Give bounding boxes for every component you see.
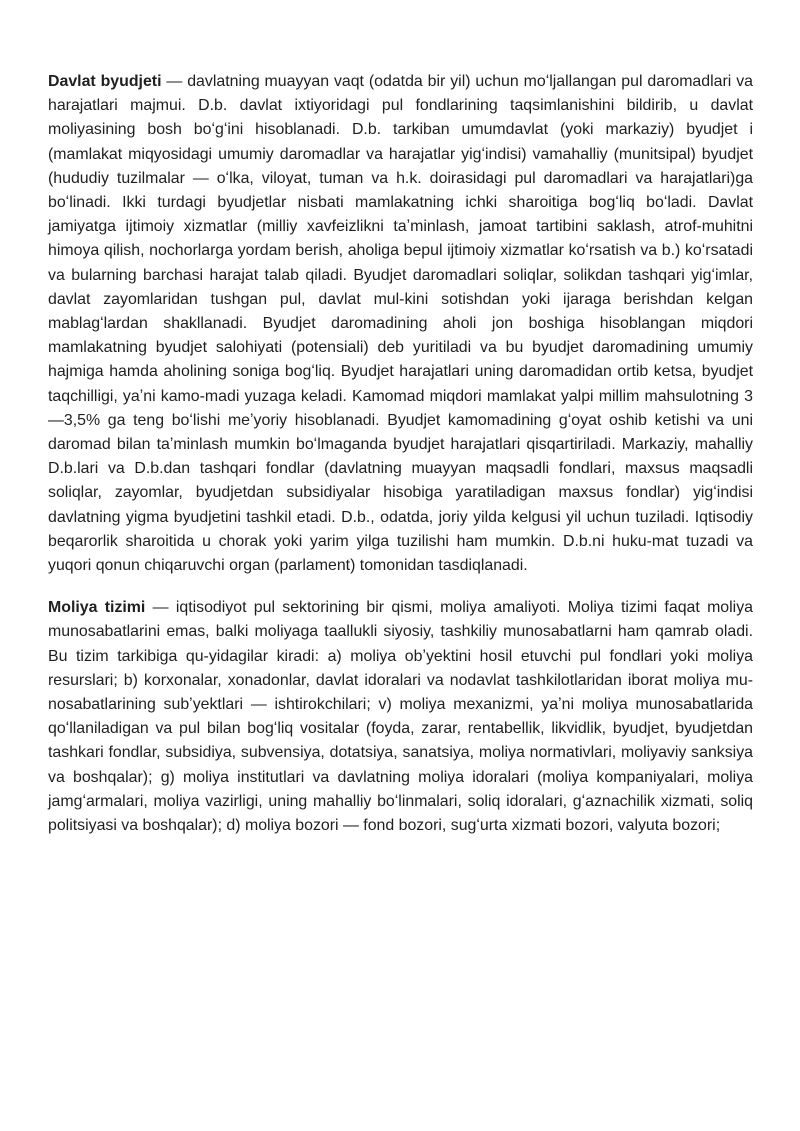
paragraph-moliya-tizimi — [48, 596, 753, 838]
term-heading: Moliya tizimi — [48, 599, 146, 617]
term-heading: Davlat byudjeti — [48, 73, 162, 90]
paragraph-body: — davlatning muayyan vaqt (odatda bir yil) uchun moʻljallangan pul daromadlari va harajatlari majmui. D.b. davlat ixtiyoridagi pul fondlarining taqsimlanishini bildirib, u davlat moliyasining bosh boʻgʻini hisoblanadi. D.b. tarkiban umumdavlat (yoki markaziy) byudjet i (mamlakat miqyosidagi umumiy daromadlar va harajatlar yigʻindisi) vamahalliy (munitsipal) byudjet (hududiy tuzilmalar — oʻlka, viloyat, tuman va h.k. doirasidagi pul daromadlari va harajatlari)ga boʻlinadi. Ikki turdagi byudjetlar nisbati mamlakatning ichki sharoitiga bogʻliq boʻladi. Davlat jamiyatga ijtimoiy xizmatlar (milliy xavfeizlikni taʼminlash, jamoat tartibini saklash, atrof-muhitni himoya qilish, nochorlarga yordam berish, aholiga bepul ijtimoiy xizmatlar koʻrsatish va b.) koʻrsatadi va bularning barchasi harajat talab qiladi. Byudjet daromadlari soliqlar, solikdan tashqari yigʻimlar, davlat zayomlaridan tushgan pul, davlat mul-kini sotishdan yoki ijaraga berishdan kelgan mablagʻlardan shakllanadi. Byudjet daromadining aholi jon boshiga hisoblangan miqdori mamlakatning byudjet salohiyati (potensiali) deb yuritiladi va bu byudjet daromadining umumiy hajmiga hamda aholining soniga bogʻliq. Byudjet harajatlari uning daromadidan ortib ketsa, byudjet taqchilligi, yaʼni kamo-madi yuzaga keladi. Kamomad miqdori mamlakat yalpi millim mahsulotning 3—3,5% ga teng boʻlishi meʼyoriy hisoblanadi. Byudjet kamomadining gʻoyat oshib ketishi va uni daromad bilan taʼminlash mumkin boʻlmaganda byudjet harajatlari qisqartiriladi. Markaziy, mahalliy D.b.lari va D.b.dan tashqari fondlar (davlatning muayyan maqsadli fondlari, maxsus maqsadli soliqlar, zayomlar, byudjetdan subsidiyalar hisobiga yaratiladigan maxsus fondlar) yigʻindisi davlatning yigma byudjetini tashkil etadi. D.b., odatda, joriy yilda kelgusi yil uchun tuziladi. Iqtisodiy beqarorlik sharoitida u chorak yoki yarim yilga tuzilishi ham mumkin. D.b.ni huku-mat tuzadi va yuqori qonun chiqaruvchi organ (parlament) tomonidan tasdiqlanadi. — [48, 73, 753, 575]
paragraph-body: — iqtisodiyot pul sektorining bir qismi, moliya amaliyoti. Moliya tizimi faqat moliya munosabatlarini emas, balki moliyaga taallukli siyosiy, tashkiliy munosabatlarni ham qamrab oladi. Bu tizim tarkibiga qu-yidagilar kiradi: a) moliya obʼyektini hosil etuvchi pul fondlari yoki moliya resurslari; b) korxonalar, xonadonlar, davlat idoralari va nodavlat tashkilotlaridan iborat moliya mu-nosabatlarining subʼyektlari — ishtirokchilari; v) moliya mexanizmi, yaʼni moliya munosabatlarida qoʻllaniladigan va pul bilan bogʻliq vositalar (foyda, zarar, rentabellik, likvidlik, byudjet, byudjetdan tashkari fondlar, subsidiya, subvensiya, dotatsiya, sanatsiya, moliya normativlari, moliyaviy sanksiya va boshqalar); g) moliya institutlari va davlatning moliya idoralari (moliya kompaniyalari, moliya jamgʻarmalari, moliya vazirligi, uning mahalliy boʻlinmalari, soliq idoralari, gʻaznachilik xizmati, soliq politsiyasi va boshqalar); d) moliya bozori — fond bozori, sugʻurta xizmati bozori, valyuta bozori; — [48, 599, 753, 835]
paragraph-davlat-byudjeti — [48, 70, 753, 578]
document-page — [48, 70, 753, 838]
